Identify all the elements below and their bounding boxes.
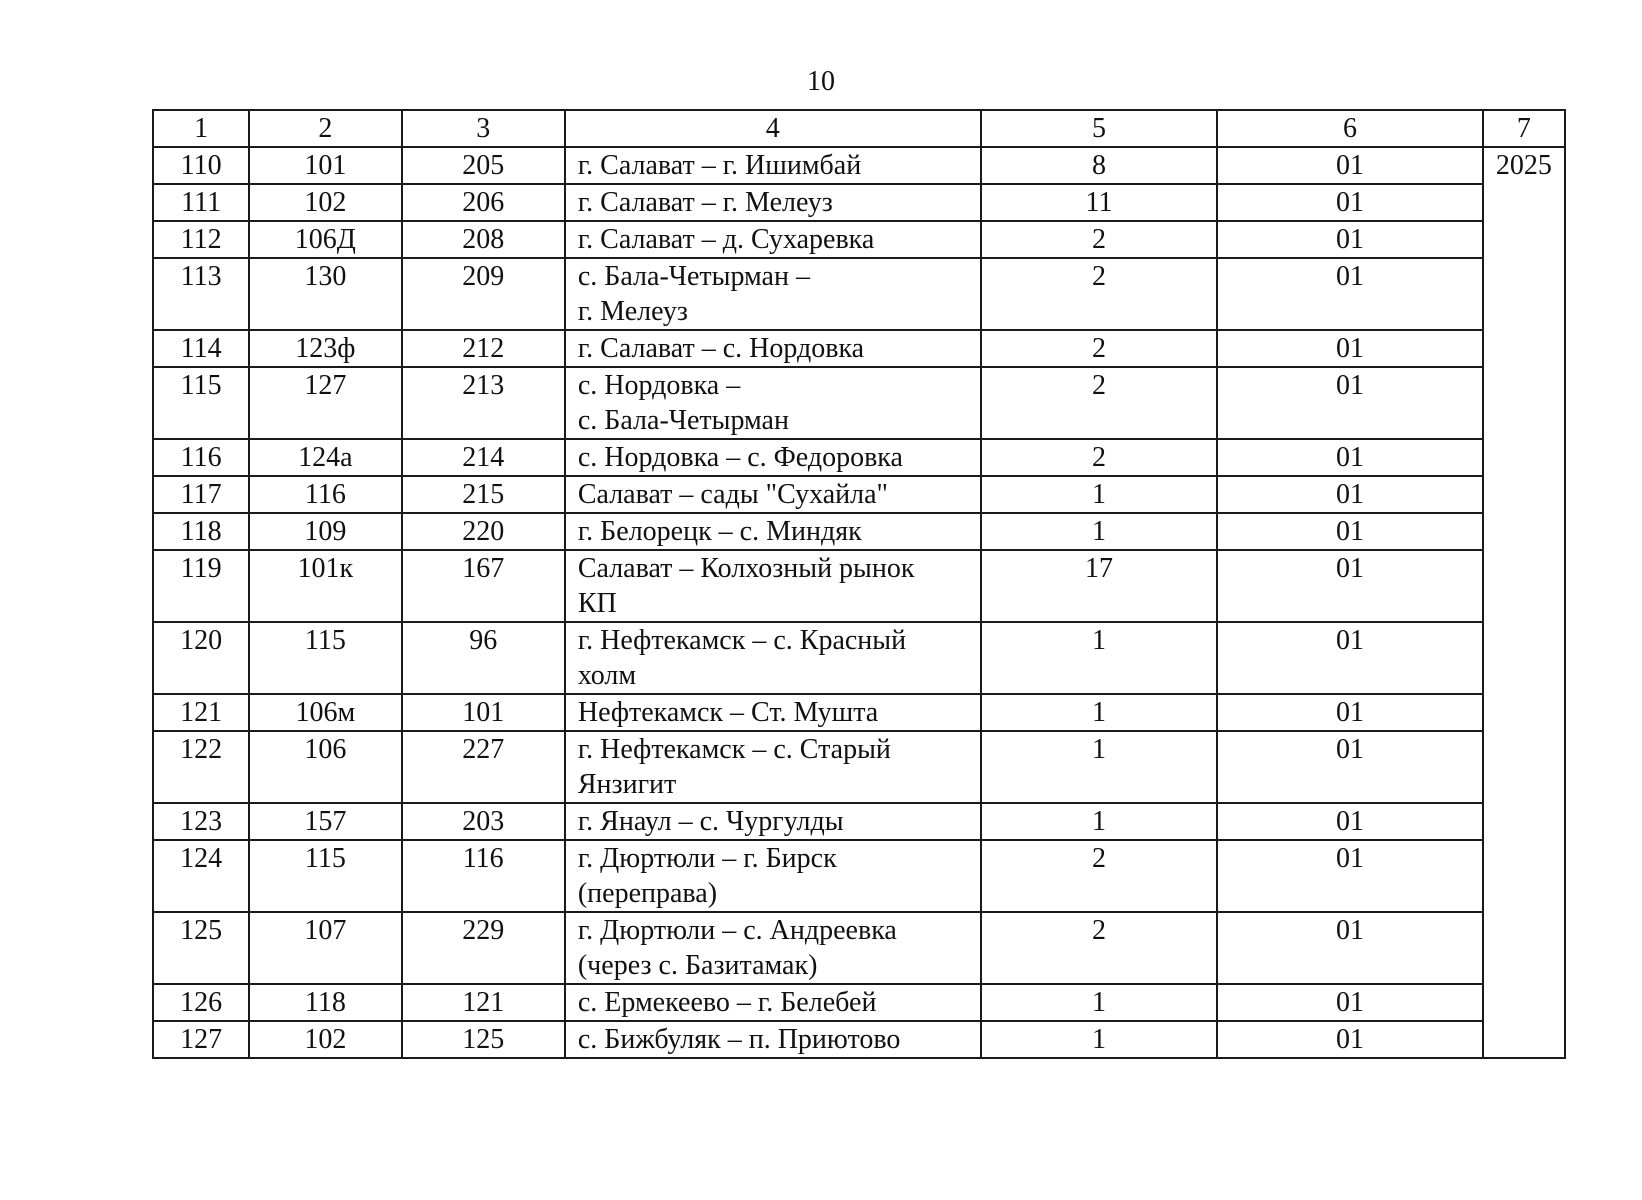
- table-row: [153, 367, 1565, 439]
- row-number-cell: 122: [153, 731, 249, 803]
- header-cell: 6: [1217, 110, 1483, 147]
- route-name-cell: г. Дюртюли – г. Бирск (переправа): [565, 840, 981, 912]
- count-cell: 1: [981, 476, 1218, 513]
- registry-number-cell: 214: [402, 439, 565, 476]
- table-row: [153, 221, 1565, 258]
- code-cell: 01: [1217, 147, 1483, 184]
- code-cell: 01: [1217, 367, 1483, 439]
- registry-number-cell: 116: [402, 840, 565, 912]
- route-number-cell: 116: [249, 476, 401, 513]
- route-name-cell: г. Салават – с. Нордовка: [565, 330, 981, 367]
- code-cell: 01: [1217, 984, 1483, 1021]
- row-number-cell: 118: [153, 513, 249, 550]
- route-number-cell: 101к: [249, 550, 401, 622]
- registry-number-cell: 101: [402, 694, 565, 731]
- table-row: [153, 694, 1565, 731]
- count-cell: 1: [981, 622, 1218, 694]
- registry-number-cell: 96: [402, 622, 565, 694]
- table-header-row: [153, 110, 1565, 147]
- header-cell: 2: [249, 110, 401, 147]
- registry-number-cell: 125: [402, 1021, 565, 1058]
- route-number-cell: 106: [249, 731, 401, 803]
- table-row: [153, 147, 1565, 184]
- registry-number-cell: 212: [402, 330, 565, 367]
- registry-number-cell: 203: [402, 803, 565, 840]
- header-cell: 4: [565, 110, 981, 147]
- route-number-cell: 106м: [249, 694, 401, 731]
- registry-number-cell: 227: [402, 731, 565, 803]
- route-number-cell: 118: [249, 984, 401, 1021]
- route-name-cell: Салават – сады "Сухайла": [565, 476, 981, 513]
- route-number-cell: 123ф: [249, 330, 401, 367]
- table-body: [153, 110, 1565, 1058]
- row-number-cell: 116: [153, 439, 249, 476]
- code-cell: 01: [1217, 330, 1483, 367]
- code-cell: 01: [1217, 622, 1483, 694]
- route-number-cell: 115: [249, 622, 401, 694]
- route-number-cell: 130: [249, 258, 401, 330]
- route-name-cell: г. Салават – д. Сухаревка: [565, 221, 981, 258]
- route-number-cell: 102: [249, 184, 401, 221]
- header-cell: 1: [153, 110, 249, 147]
- row-number-cell: 125: [153, 912, 249, 984]
- code-cell: 01: [1217, 803, 1483, 840]
- route-name-cell: г. Салават – г. Мелеуз: [565, 184, 981, 221]
- route-number-cell: 106Д: [249, 221, 401, 258]
- count-cell: 1: [981, 513, 1218, 550]
- table-row: [153, 1021, 1565, 1058]
- table-row: [153, 513, 1565, 550]
- code-cell: 01: [1217, 184, 1483, 221]
- count-cell: 2: [981, 221, 1218, 258]
- route-name-cell: г. Дюртюли – с. Андреевка (через с. Базитамак): [565, 912, 981, 984]
- code-cell: 01: [1217, 550, 1483, 622]
- count-cell: 2: [981, 439, 1218, 476]
- header-cell: 7: [1483, 110, 1565, 147]
- route-number-cell: 102: [249, 1021, 401, 1058]
- row-number-cell: 111: [153, 184, 249, 221]
- code-cell: 01: [1217, 513, 1483, 550]
- registry-number-cell: 206: [402, 184, 565, 221]
- route-name-cell: Салават – Колхозный рынок КП: [565, 550, 981, 622]
- row-number-cell: 117: [153, 476, 249, 513]
- route-number-cell: 157: [249, 803, 401, 840]
- code-cell: 01: [1217, 731, 1483, 803]
- row-number-cell: 112: [153, 221, 249, 258]
- code-cell: 01: [1217, 694, 1483, 731]
- route-name-cell: с. Бижбуляк – п. Приютово: [565, 1021, 981, 1058]
- route-name-cell: с. Бала-Четырман – г. Мелеуз: [565, 258, 981, 330]
- count-cell: 2: [981, 367, 1218, 439]
- row-number-cell: 121: [153, 694, 249, 731]
- count-cell: 8: [981, 147, 1218, 184]
- page-number: 10: [807, 66, 835, 97]
- routes-table: [152, 109, 1566, 1059]
- code-cell: 01: [1217, 221, 1483, 258]
- registry-number-cell: 167: [402, 550, 565, 622]
- count-cell: 11: [981, 184, 1218, 221]
- route-number-cell: 127: [249, 367, 401, 439]
- route-name-cell: Нефтекамск – Ст. Мушта: [565, 694, 981, 731]
- registry-number-cell: 220: [402, 513, 565, 550]
- table-row: [153, 912, 1565, 984]
- count-cell: 2: [981, 330, 1218, 367]
- code-cell: 01: [1217, 840, 1483, 912]
- table-row: [153, 330, 1565, 367]
- route-number-cell: 115: [249, 840, 401, 912]
- table-row: [153, 840, 1565, 912]
- table-row: [153, 476, 1565, 513]
- count-cell: 2: [981, 912, 1218, 984]
- registry-number-cell: 121: [402, 984, 565, 1021]
- count-cell: 2: [981, 258, 1218, 330]
- registry-number-cell: 229: [402, 912, 565, 984]
- route-number-cell: 101: [249, 147, 401, 184]
- header-cell: 3: [402, 110, 565, 147]
- table-row: [153, 439, 1565, 476]
- route-name-cell: г. Янаул – с. Чургулды: [565, 803, 981, 840]
- registry-number-cell: 205: [402, 147, 565, 184]
- row-number-cell: 126: [153, 984, 249, 1021]
- table-row: [153, 731, 1565, 803]
- code-cell: 01: [1217, 258, 1483, 330]
- row-number-cell: 127: [153, 1021, 249, 1058]
- table-row: [153, 258, 1565, 330]
- row-number-cell: 110: [153, 147, 249, 184]
- route-name-cell: с. Нордовка – с. Федоровка: [565, 439, 981, 476]
- count-cell: 1: [981, 803, 1218, 840]
- row-number-cell: 113: [153, 258, 249, 330]
- count-cell: 1: [981, 694, 1218, 731]
- row-number-cell: 114: [153, 330, 249, 367]
- count-cell: 2: [981, 840, 1218, 912]
- code-cell: 01: [1217, 912, 1483, 984]
- registry-number-cell: 215: [402, 476, 565, 513]
- registry-number-cell: 208: [402, 221, 565, 258]
- count-cell: 17: [981, 550, 1218, 622]
- route-name-cell: г. Нефтекамск – с. Старый Янзигит: [565, 731, 981, 803]
- count-cell: 1: [981, 984, 1218, 1021]
- route-number-cell: 107: [249, 912, 401, 984]
- row-number-cell: 124: [153, 840, 249, 912]
- route-name-cell: г. Салават – г. Ишимбай: [565, 147, 981, 184]
- route-name-cell: с. Ермекеево – г. Белебей: [565, 984, 981, 1021]
- header-cell: 5: [981, 110, 1218, 147]
- table-row: [153, 550, 1565, 622]
- table-row: [153, 184, 1565, 221]
- table-row: [153, 622, 1565, 694]
- route-name-cell: с. Нордовка – с. Бала-Четырман: [565, 367, 981, 439]
- table-row: [153, 984, 1565, 1021]
- year-cell: 2025: [1483, 147, 1565, 1058]
- route-name-cell: г. Белорецк – с. Миндяк: [565, 513, 981, 550]
- table-row: [153, 803, 1565, 840]
- code-cell: 01: [1217, 1021, 1483, 1058]
- row-number-cell: 123: [153, 803, 249, 840]
- registry-number-cell: 209: [402, 258, 565, 330]
- count-cell: 1: [981, 1021, 1218, 1058]
- route-number-cell: 124а: [249, 439, 401, 476]
- row-number-cell: 119: [153, 550, 249, 622]
- route-name-cell: г. Нефтекамск – с. Красный холм: [565, 622, 981, 694]
- registry-number-cell: 213: [402, 367, 565, 439]
- row-number-cell: 120: [153, 622, 249, 694]
- code-cell: 01: [1217, 439, 1483, 476]
- route-number-cell: 109: [249, 513, 401, 550]
- count-cell: 1: [981, 731, 1218, 803]
- code-cell: 01: [1217, 476, 1483, 513]
- row-number-cell: 115: [153, 367, 249, 439]
